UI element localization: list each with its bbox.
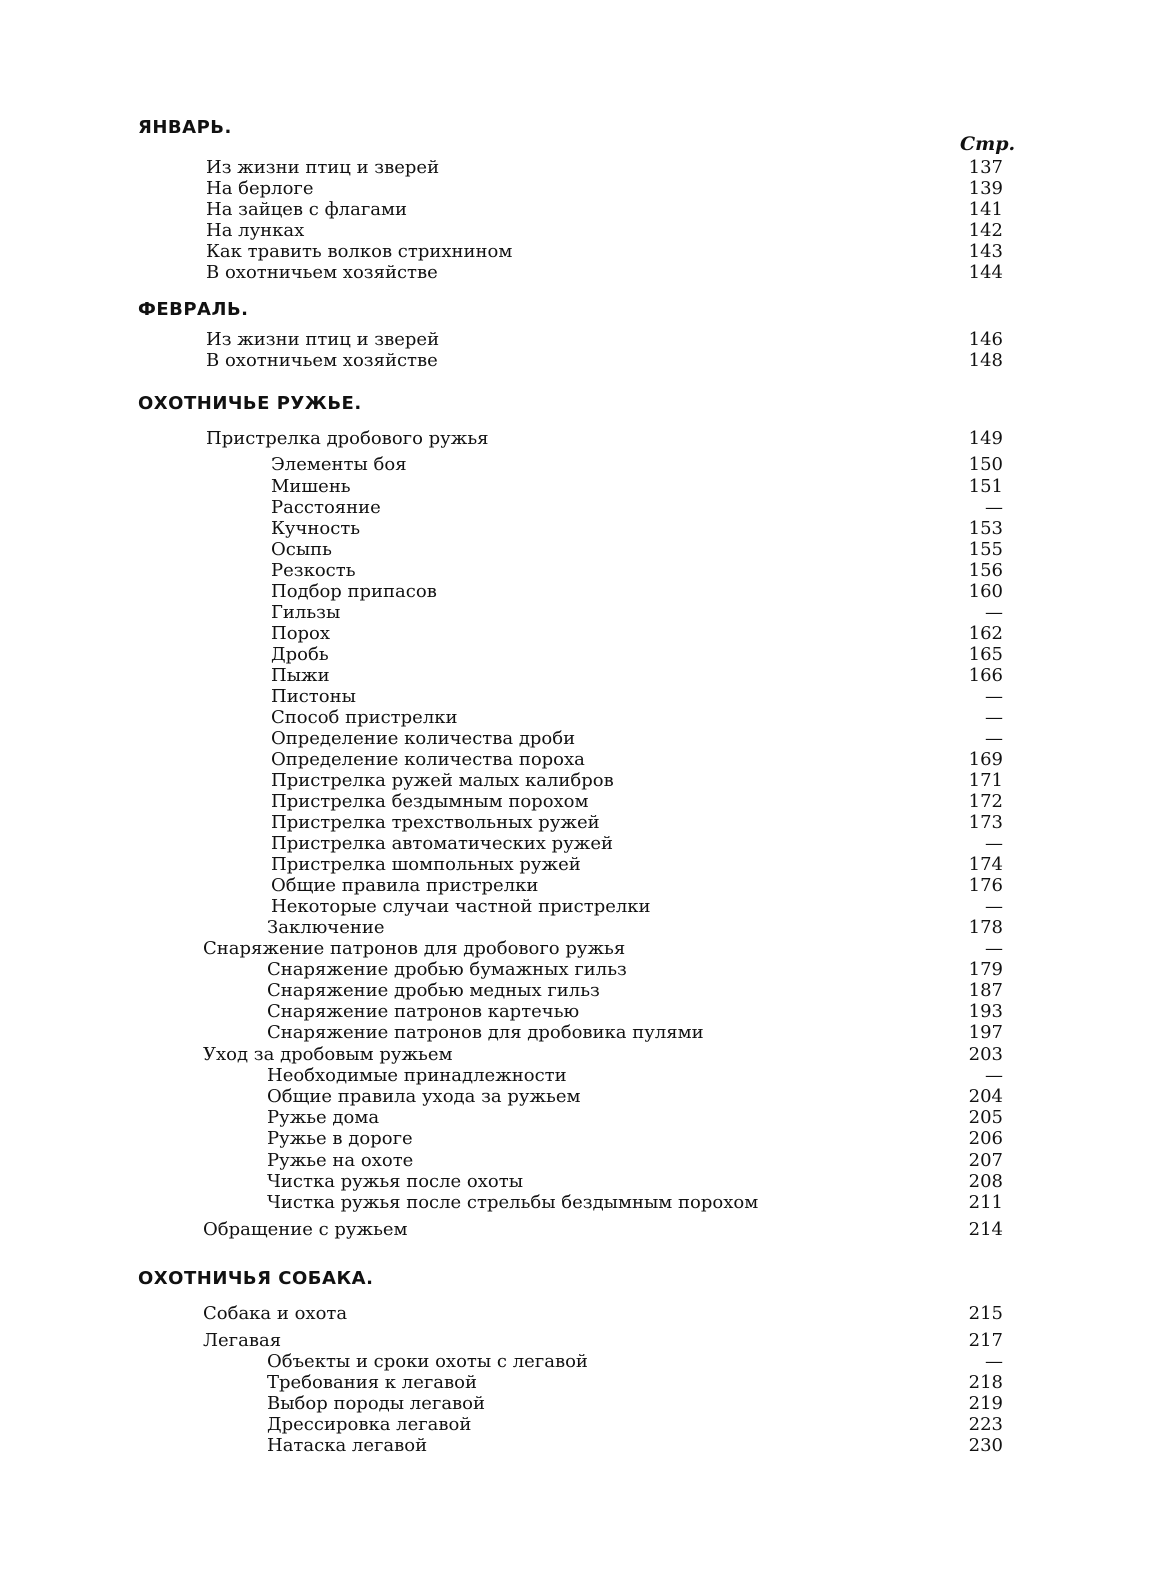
toc-entry-text: Пистоны <box>271 686 356 707</box>
toc-entry-text: Пристрелка автоматических ружей <box>271 833 613 854</box>
toc-entry-page: — <box>985 1065 1003 1086</box>
toc-entry <box>0 220 1163 241</box>
toc-entry <box>0 1150 1163 1171</box>
toc-entry <box>0 262 1163 283</box>
toc-entry-text: Выбор породы легавой <box>267 1393 486 1414</box>
toc-entry-text: Порох <box>271 623 331 644</box>
toc-entry-page: 230 <box>968 1435 1003 1456</box>
toc-entry <box>0 1414 1163 1435</box>
toc-entry-text: Уход за дробовым ружьем <box>203 1044 453 1065</box>
toc-entry <box>0 1330 1163 1351</box>
toc-entry <box>0 875 1163 896</box>
toc-entry-page: 176 <box>968 875 1003 896</box>
toc-entry-text: На зайцев с флагами <box>206 199 407 220</box>
toc-entry-page: 187 <box>968 980 1003 1001</box>
toc-entry-text: Чистка ружья после охоты <box>267 1171 524 1192</box>
toc-entry <box>0 686 1163 707</box>
toc-entry-text: Пристрелка ружей малых калибров <box>271 770 614 791</box>
toc-entry-text: Определение количества дроби <box>271 728 576 749</box>
toc-entry <box>0 329 1163 350</box>
toc-entry-page: 155 <box>968 539 1003 560</box>
toc-entry <box>0 1372 1163 1393</box>
toc-entry <box>0 581 1163 602</box>
toc-entry-text: Ружье в дороге <box>267 1128 413 1149</box>
toc-entry-page: 174 <box>968 854 1003 875</box>
toc-entry-text: Ружье дома <box>267 1107 380 1128</box>
toc-entry <box>0 1393 1163 1414</box>
toc-entry-page: 172 <box>968 791 1003 812</box>
toc-entry <box>0 833 1163 854</box>
toc-entry-page: — <box>985 896 1003 917</box>
toc-entry <box>0 1065 1163 1086</box>
toc-entry-page: 208 <box>968 1171 1003 1192</box>
toc-entry-page: 162 <box>968 623 1003 644</box>
section-title-january: ЯНВАРЬ. <box>138 117 232 138</box>
toc-entry-text: В охотничьем хозяйстве <box>206 262 438 283</box>
toc-entry-text: На берлоге <box>206 178 314 199</box>
toc-entry-text: Резкость <box>271 560 356 581</box>
toc-entry <box>0 560 1163 581</box>
toc-entry <box>0 749 1163 770</box>
toc-entry <box>0 770 1163 791</box>
toc-entry <box>0 791 1163 812</box>
toc-entry <box>0 644 1163 665</box>
toc-entry-page: 139 <box>968 178 1003 199</box>
toc-entry-page: 143 <box>968 241 1003 262</box>
toc-entry-page: 144 <box>968 262 1003 283</box>
section-title-february: ФЕВРАЛЬ. <box>138 299 249 320</box>
toc-entry <box>0 917 1163 938</box>
toc-entry-text: Пристрелка шомпольных ружей <box>271 854 581 875</box>
toc-entry-page: 179 <box>968 959 1003 980</box>
toc-entry-text: Легавая <box>203 1330 282 1351</box>
toc-entry-page: — <box>985 602 1003 623</box>
toc-entry-page: 218 <box>968 1372 1003 1393</box>
toc-entry <box>0 602 1163 623</box>
toc-entry <box>0 938 1163 959</box>
toc-entry-text: В охотничьем хозяйстве <box>206 350 438 371</box>
toc-entry-page: 148 <box>968 350 1003 371</box>
toc-entry-page: 219 <box>968 1393 1003 1414</box>
toc-entry-page: 206 <box>968 1128 1003 1149</box>
toc-entry <box>0 539 1163 560</box>
toc-entry <box>0 1022 1163 1043</box>
toc-entry-page: 193 <box>968 1001 1003 1022</box>
page-column-header: Стр. <box>960 133 1016 155</box>
toc-entry-text: Подбор припасов <box>271 581 437 602</box>
toc-entry-page: — <box>985 707 1003 728</box>
toc-entry-text: Общие правила пристрелки <box>271 875 539 896</box>
toc-entry-page: 141 <box>968 199 1003 220</box>
toc-entry-text: Элементы боя <box>271 454 407 475</box>
toc-entry-text: Мишень <box>271 476 351 497</box>
toc-entry-page: 160 <box>968 581 1003 602</box>
toc-entry-text: Способ пристрелки <box>271 707 458 728</box>
toc-entry-text: Осыпь <box>271 539 332 560</box>
toc-entry-page: 178 <box>968 917 1003 938</box>
toc-entry-page: 211 <box>968 1192 1003 1213</box>
toc-entry-text: Как травить волков стрихнином <box>206 241 513 262</box>
toc-entry-text: Натаска легавой <box>267 1435 428 1456</box>
toc-entry-text: Ружье на охоте <box>267 1150 414 1171</box>
toc-entry <box>0 1086 1163 1107</box>
toc-entry-text: Общие правила ухода за ружьем <box>267 1086 581 1107</box>
toc-entry-text: Снаряжение дробью медных гильз <box>267 980 600 1001</box>
toc-entry-text: Некоторые случаи частной пристрелки <box>271 896 651 917</box>
toc-entry-page: 137 <box>968 157 1003 178</box>
toc-entry-page: — <box>985 938 1003 959</box>
toc-entry <box>0 454 1163 475</box>
toc-entry <box>0 428 1163 449</box>
toc-entry <box>0 1107 1163 1128</box>
toc-entry-text: Снаряжение дробью бумажных гильз <box>267 959 627 980</box>
toc-entry-text: Пыжи <box>271 665 330 686</box>
toc-entry <box>0 707 1163 728</box>
toc-entry <box>0 157 1163 178</box>
toc-entry-text: Дробь <box>271 644 329 665</box>
toc-entry-page: — <box>985 686 1003 707</box>
toc-entry <box>0 1171 1163 1192</box>
toc-entry <box>0 350 1163 371</box>
toc-entry-page: 146 <box>968 329 1003 350</box>
toc-entry-text: Объекты и сроки охоты с легавой <box>267 1351 588 1372</box>
toc-entry-page: 214 <box>968 1219 1003 1240</box>
toc-entry-page: 169 <box>968 749 1003 770</box>
toc-entry-page: 215 <box>968 1303 1003 1324</box>
toc-entry-text: Требования к легавой <box>267 1372 477 1393</box>
toc-entry-page: — <box>985 1351 1003 1372</box>
toc-entry-text: Дрессировка легавой <box>267 1414 472 1435</box>
toc-entry-text: Обращение с ружьем <box>203 1219 408 1240</box>
section-title-hunting-dog: ОХОТНИЧЬЯ СОБАКА. <box>138 1268 374 1289</box>
toc-entry-page: 223 <box>968 1414 1003 1435</box>
toc-entry-text: Пристрелка бездымным порохом <box>271 791 589 812</box>
toc-entry-page: 173 <box>968 812 1003 833</box>
toc-entry <box>0 1192 1163 1213</box>
toc-entry <box>0 623 1163 644</box>
toc-entry-text: Кучность <box>271 518 361 539</box>
toc-entry <box>0 728 1163 749</box>
toc-entry-page: 171 <box>968 770 1003 791</box>
toc-entry-page: 153 <box>968 518 1003 539</box>
toc-entry-page: — <box>985 497 1003 518</box>
toc-entry-text: Заключение <box>267 917 385 938</box>
toc-entry <box>0 959 1163 980</box>
toc-entry <box>0 1435 1163 1456</box>
toc-entry-page: 207 <box>968 1150 1003 1171</box>
toc-entry-page: 150 <box>968 454 1003 475</box>
toc-entry-text: Гильзы <box>271 602 341 623</box>
toc-entry-text: Собака и охота <box>203 1303 348 1324</box>
toc-entry <box>0 518 1163 539</box>
toc-entry <box>0 199 1163 220</box>
toc-entry <box>0 1351 1163 1372</box>
toc-entry-text: Снаряжение патронов для дробовика пулями <box>267 1022 704 1043</box>
toc-entry-text: Снаряжение патронов для дробового ружья <box>203 938 626 959</box>
toc-entry-page: 205 <box>968 1107 1003 1128</box>
toc-entry-page: 166 <box>968 665 1003 686</box>
toc-entry-text: Пристрелка дробового ружья <box>206 428 489 449</box>
toc-entry <box>0 241 1163 262</box>
toc-entry-page: — <box>985 728 1003 749</box>
toc-entry-page: — <box>985 833 1003 854</box>
toc-entry <box>0 1001 1163 1022</box>
toc-entry-text: Определение количества пороха <box>271 749 585 770</box>
toc-entry-text: Снаряжение патронов картечью <box>267 1001 580 1022</box>
toc-entry-text: Из жизни птиц и зверей <box>206 157 440 178</box>
toc-entry <box>0 1303 1163 1324</box>
toc-entry-text: Чистка ружья после стрельбы бездымным порохом <box>267 1192 759 1213</box>
toc-entry-page: 204 <box>968 1086 1003 1107</box>
toc-entry-page: 156 <box>968 560 1003 581</box>
toc-entry <box>0 980 1163 1001</box>
toc-entry <box>0 665 1163 686</box>
toc-entry-page: 197 <box>968 1022 1003 1043</box>
toc-entry-page: 203 <box>968 1044 1003 1065</box>
toc-entry <box>0 497 1163 518</box>
toc-entry <box>0 476 1163 497</box>
toc-entry-page: 142 <box>968 220 1003 241</box>
toc-entry-page: 165 <box>968 644 1003 665</box>
toc-entry <box>0 812 1163 833</box>
toc-entry <box>0 854 1163 875</box>
toc-entry-text: Из жизни птиц и зверей <box>206 329 440 350</box>
toc-entry <box>0 1219 1163 1240</box>
toc-entry-text: Расстояние <box>271 497 381 518</box>
toc-entry-text: Необходимые принадлежности <box>267 1065 567 1086</box>
toc-entry-text: На лунках <box>206 220 305 241</box>
section-title-hunting-gun: ОХОТНИЧЬЕ РУЖЬЕ. <box>138 393 362 414</box>
toc-entry-page: 149 <box>968 428 1003 449</box>
toc-entry <box>0 896 1163 917</box>
toc-entry <box>0 178 1163 199</box>
toc-entry <box>0 1128 1163 1149</box>
toc-entry-page: 151 <box>968 476 1003 497</box>
toc-entry-text: Пристрелка трехствольных ружей <box>271 812 600 833</box>
toc-entry <box>0 1044 1163 1065</box>
toc-entry-page: 217 <box>968 1330 1003 1351</box>
